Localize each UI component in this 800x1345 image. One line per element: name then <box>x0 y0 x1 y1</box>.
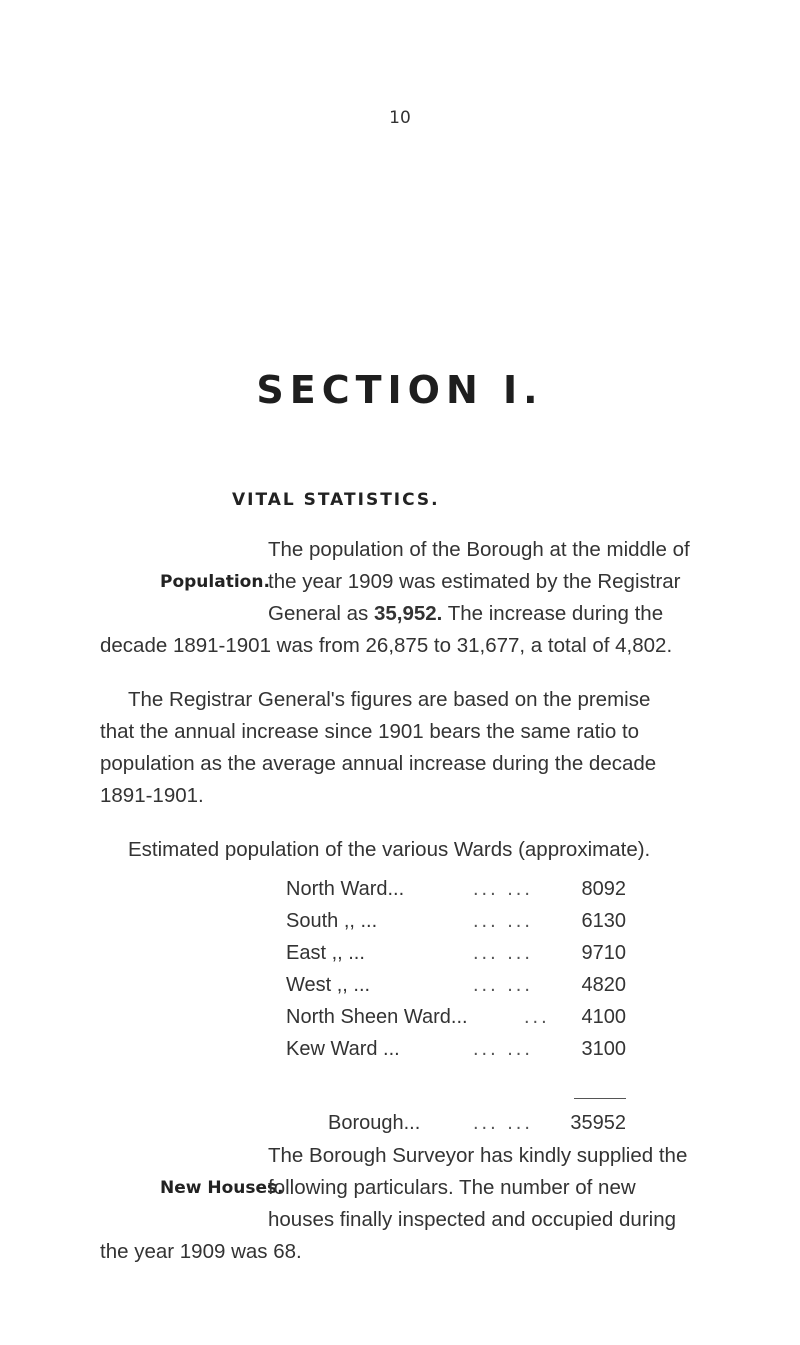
paragraph1-line3 <box>268 602 663 626</box>
borough-total-label: Borough... <box>328 1112 421 1134</box>
section-title: SECTION I. <box>256 368 544 412</box>
ward-dots: ... ... <box>473 1038 533 1060</box>
ward-value: 4100 <box>581 1006 626 1028</box>
ward-name: West ,, ... <box>286 974 371 996</box>
borough-total-value: 35952 <box>570 1112 626 1134</box>
ward-value: 8092 <box>581 878 626 900</box>
wards-intro: Estimated population of the various Wards (approximate). <box>128 838 651 861</box>
ward-name: Kew Ward ... <box>286 1038 400 1060</box>
population-sidenote: Population. <box>160 572 270 592</box>
ward-value: 3100 <box>581 1038 626 1060</box>
paragraph1-line2: the year 1909 was estimated by the Registrar <box>268 570 681 593</box>
paragraph1-line1: The population of the Borough at the middle of <box>268 538 690 561</box>
page-number: 10 <box>389 108 411 128</box>
ward-name: South ,, ... <box>286 910 378 932</box>
ward-dots: ... ... <box>473 974 533 996</box>
paragraph3-line1: The Borough Surveyor has kindly supplied the <box>268 1144 688 1167</box>
ward-value: 9710 <box>581 942 626 964</box>
paragraph1-line3-suffix: The increase during the <box>447 602 664 625</box>
paragraph2-line3: population as the average annual increase during the decade <box>100 752 657 775</box>
paragraph3-line4: the year 1909 was 68. <box>100 1240 302 1263</box>
total-rule <box>574 1098 626 1099</box>
ward-dots: ... ... <box>473 878 533 900</box>
new-houses-sidenote: New Houses. <box>160 1178 284 1198</box>
ward-value: 4820 <box>581 974 626 996</box>
estimated-population-value: 35,952. <box>373 602 443 625</box>
vital-statistics-heading: VITAL STATISTICS. <box>232 490 440 510</box>
paragraph2-line1: The Registrar General's figures are based on the premise <box>128 688 651 711</box>
ward-name: North Sheen Ward... <box>286 1006 468 1028</box>
ward-value: 6130 <box>581 910 626 932</box>
paragraph3-line3: houses finally inspected and occupied during <box>268 1208 676 1231</box>
ward-name: North Ward... <box>286 878 405 900</box>
paragraph2-line2: that the annual increase since 1901 bears the same ratio to <box>100 720 640 743</box>
ward-dots: ... ... <box>473 910 533 932</box>
paragraph2-line4: 1891-1901. <box>100 784 204 807</box>
ward-dots: ... <box>524 1006 550 1028</box>
ward-dots: ... ... <box>473 942 533 964</box>
paragraph1-line3-prefix: General as <box>268 602 369 625</box>
borough-total-dots: ... ... <box>473 1112 533 1134</box>
ward-name: East ,, ... <box>286 942 365 964</box>
paragraph1-line4: decade 1891-1901 was from 26,875 to 31,677, a total of 4,802. <box>100 634 673 657</box>
paragraph3-line2: following particulars. The number of new <box>268 1176 636 1199</box>
